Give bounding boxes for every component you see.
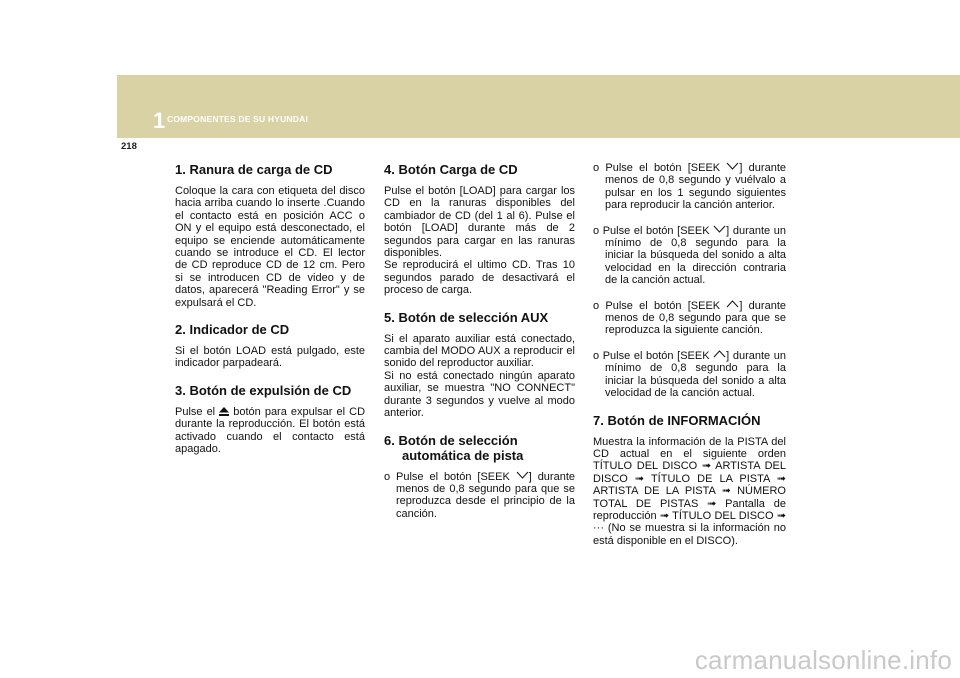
watermark: carmanualsonline.info	[694, 645, 952, 675]
sidebar-inset	[117, 138, 172, 553]
bullet-seek-1-a: o Pulse el botón [SEEK	[384, 470, 510, 483]
bullet-seek-2-b: ] durante menos de 0,8 segundo y vuélvalo a pulsar en los 1 segundo siguientes para reproducir la canción anterior.	[605, 162, 786, 212]
heading-info: 7. Botón de INFORMACIÓN	[593, 412, 761, 428]
heading-seek: 6. Botón de selección automática de pista	[384, 432, 524, 463]
bullet-seek-2-a: o Pulse el botón [SEEK	[593, 162, 721, 174]
bullet-seek-3	[593, 225, 786, 287]
text-cd-slot: Coloque la cara con etiqueta del disco hacia arriba cuando lo inserte .Cuando el contacto está en posición ACC o ON y el equipo está desconectado, el equipo se enciende automáticamente cuando se introduce el CD. El lector de CD reproduce CD de 12 cm. Pero si se introducen CD de video y de datos, aparecerá "Reading Error" y se expulsará el CD.	[175, 185, 365, 309]
bullet-seek-4-b: ] durante menos de 0,8 segundo para que se reproduzca la siguiente canción.	[605, 299, 786, 337]
column-2	[384, 162, 575, 533]
heading-cd-slot: 1. Ranura de carga de CD	[175, 162, 333, 177]
bullet-seek-3-b: ] durante un mínimo de 0,8 segundo para la iniciar la búsqueda del sonido a alta velocidad en la dirección contraria de la canción actual.	[605, 224, 786, 287]
text-cd-indicator: Si el botón LOAD está pulgado, este indicador parpadeará.	[175, 345, 365, 370]
chapter-title: COMPONENTES DE SU HYUNDAI	[167, 114, 309, 124]
bullet-seek-2	[593, 162, 786, 212]
bullet-seek-5-b: ] durante un mínimo de 0,8 segundo para la iniciar la búsqueda del sonido a alta velocidad de la canción actual.	[605, 349, 786, 400]
column-1	[175, 162, 365, 469]
heading-eject: 3. Botón de expulsión de CD	[175, 382, 352, 398]
eject-icon	[219, 407, 229, 416]
bullet-seek-4-a: o Pulse el botón [SEEK	[593, 299, 721, 312]
page-number: 218	[121, 141, 137, 152]
text-eject-a: Pulse el	[175, 405, 216, 418]
text-aux-2: Si no está conectado ningún aparato auxiliar, se muestra "NO CONNECT" durante 3 segundos y vuelve al modo anterior.	[384, 369, 575, 420]
chevron-down-icon	[713, 225, 726, 233]
bullet-seek-5	[593, 350, 786, 400]
bullet-seek-3-a: o Pulse el botón [SEEK	[593, 224, 710, 237]
heading-cd-indicator: 2. Indicador de CD	[175, 322, 290, 338]
chapter-number: 1	[153, 108, 166, 133]
text-aux: Si el aparato auxiliar está conectado, cambia del MODO AUX a reproducir el sonido del reproductor auxiliar.	[384, 332, 575, 370]
chevron-down-icon	[726, 162, 739, 170]
text-eject-b: botón para expulsar el CD durante la reproducción. El botón está activado cuando el contacto está apagado.	[175, 405, 366, 456]
text-cd-load-2: Se reproducirá el ultimo CD. Tras 10 segundos parado de desactivará el proceso de carga.	[384, 259, 575, 297]
chevron-down-icon	[516, 471, 529, 479]
chevron-up-icon	[713, 350, 726, 358]
text-eject	[175, 406, 365, 456]
heading-aux: 5. Botón de selección AUX	[384, 309, 549, 325]
bullet-seek-4	[593, 300, 786, 337]
heading-cd-load: 4. Botón Carga de CD	[384, 162, 518, 177]
bullet-seek-5-a: o Pulse el botón [SEEK	[593, 349, 710, 362]
bullet-seek-1	[384, 471, 575, 521]
column-3	[593, 162, 786, 560]
bullet-seek-1-b: ] durante menos de 0,8 segundo para que se reproduzca desde el principio de la canción.	[396, 470, 575, 520]
header-band	[117, 75, 960, 138]
text-info: Muestra la información de la PISTA del CD actual en el siguiente orden TÍTULO DEL DISCO ➟ ARTISTA DEL DISCO ➟ TÍTULO DE LA PISTA ➟ ARTISTA DE LA PISTA ➟ NÚMERO TOTAL DE PISTAS ➟ Pantalla de reproducción ➟ TÍTULO DEL DISCO ➟ ··· (No se muestra si la información no está disponible en el DISCO).	[593, 435, 786, 547]
chevron-up-icon	[726, 300, 739, 308]
text-cd-load: Pulse el botón [LOAD] para cargar los CD en la ranuras disponibles del cambiador de CD (del 1 al 6). Pulse el botón [LOAD] durante más de 2 segundos para cargar en las ranuras disponibles.	[384, 185, 575, 260]
